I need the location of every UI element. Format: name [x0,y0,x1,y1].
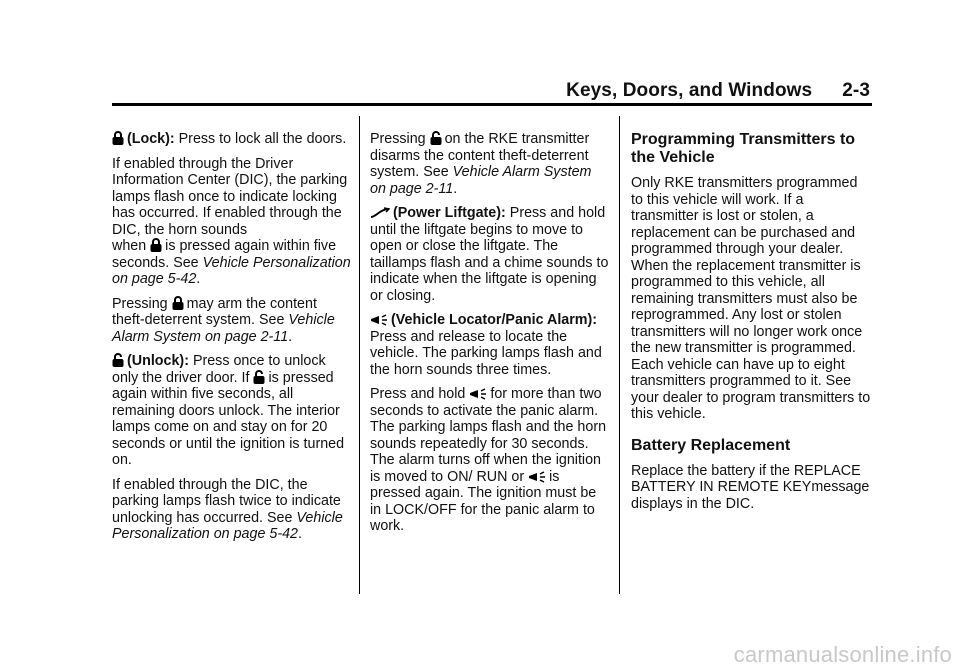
lock-text: Press to lock all the doors. [178,131,347,147]
liftgate-icon [370,207,390,219]
col1-p5: If enabled through the DIC, the parking lamps flash twice to indicate unlocking has occurred. See Vehicle Personalization on page 5-42. [112,476,343,542]
heading-battery: Battery Replacement [631,436,791,454]
section-title: Keys, Doors, and Windows [566,80,813,101]
header-rule [112,103,872,106]
col2-p4-pre: Press and hold [370,386,466,402]
col2-p4-rest: for more than two seconds to activate the panic alarm. The parking lamps flash and the horn sounds repeatedly for 30 seconds. The alarm turns off when the ignition is moved to ON/ RUN or [370,386,607,485]
col2-p4 [370,386,610,535]
unlock-icon [430,131,442,145]
col3-p2: Replace the battery if the REPLACE BATTERY IN REMOTE KEYmessage displays in the DIC. [631,462,870,512]
column-3 [631,131,871,520]
unlock-text-1: Press once to unlock only the driver door. If [112,353,326,386]
column-2 [370,131,610,543]
col1-p3-rest: may arm the content theft-deterrent system. See [112,295,317,328]
col2-p1-link[interactable]: Vehicle Alarm System on page 2-11 [370,164,592,197]
unlock-text-2: is pressed again within five seconds, all remaining doors unlock. The interior lamps come on and stay on for 20 seconds or until the ignition is turned on. [112,369,345,468]
col1-p2-when: when [112,238,147,254]
col1-p3-link[interactable]: Vehicle Alarm System on page 2-11 [112,312,335,345]
lock-icon [112,131,124,145]
page-header [112,76,870,106]
col1-p2-text: If enabled through the Driver Information Center (DIC), the parking lamps flash once to indicate locking has occurred. If enabled through the DIC, the horn sounds [112,155,348,238]
liftgate-text: Press and hold until the liftgate begins to move to open or close the liftgate. The taillamps flash and a chime sounds to indicate when the liftgate is opening or closing. [370,205,609,304]
panic-horn-icon [370,314,388,326]
lock-icon [150,238,162,252]
col2-p4-end: is pressed again. The ignition must be in LOCK/OFF for the panic alarm to work. [370,468,597,534]
unlock-icon [112,353,124,367]
column-divider-1 [359,116,360,594]
panic-horn-icon [528,471,546,483]
panic-label: (Vehicle Locator/Panic Alarm): [391,312,598,328]
col2-p1: Pressing on the RKE transmitter disarms the content theft-deterrent system. See Vehicle Alarm System on page 2-11. [370,131,592,197]
col1-p5-link[interactable]: Vehicle Personalization on page 5-42 [112,509,343,542]
unlock-icon [253,370,265,384]
column-1 [112,131,352,551]
col1-p3: Pressing may arm the content theft-deterrent system. See Vehicle Alarm System on page 2-11. [112,295,335,345]
col1-p3-pre: Pressing [112,295,168,312]
lock-label: (Lock): [127,131,175,147]
col1-p2-rest: is pressed again within five seconds. See [112,238,337,271]
liftgate-paragraph [370,205,610,304]
col2-p1-pre: Pressing [370,131,426,147]
column-divider-2 [619,116,620,594]
lock-icon [172,296,184,310]
liftgate-label: (Power Liftgate): [393,205,506,221]
col3-p1: Only RKE transmitters programmed to this vehicle will work. If a transmitter is lost or stolen, a replacement can be purchased and programmed through your dealer. When the replacement transmitter is programmed to this vehicle, all remaining transmitters must also be reprogrammed. Any lost or stolen transmitters will no longer work once the new transmitter is programmed. Each vehicle can have up to eight transmitters programmed to it. See your dealer to program transmitters to this vehicle. [631,175,871,422]
panic-horn-icon [469,388,487,400]
footer-watermark: carmanualsonline.info [733,642,952,667]
page-number: 2-3 [842,80,870,101]
heading-programming: Programming Transmitters to the Vehicle [631,131,856,166]
col2-p1-rest: on the RKE transmitter disarms the content theft-deterrent system. See [370,131,590,180]
lock-paragraph [112,131,352,148]
col1-p2-link[interactable]: Vehicle Personalization on page 5-42 [112,254,351,287]
unlock-paragraph [112,353,352,469]
panic-text: Press and release to locate the vehicle. The parking lamps flash and the horn sounds three times. [370,328,602,378]
unlock-label: (Unlock): [127,353,189,369]
header-title [566,80,870,102]
panic-paragraph [370,312,610,378]
col1-p2: If enabled through the Driver Information Center (DIC), the parking lamps flash once to indicate locking has occurred. If enabled through the DIC, the horn sounds when is pressed again within five seconds. See Vehicle Personalization on page 5-42. [112,155,351,287]
col1-p5-text: If enabled through the DIC, the parking lamps flash twice to indicate unlocking has occurred. See [112,476,341,526]
